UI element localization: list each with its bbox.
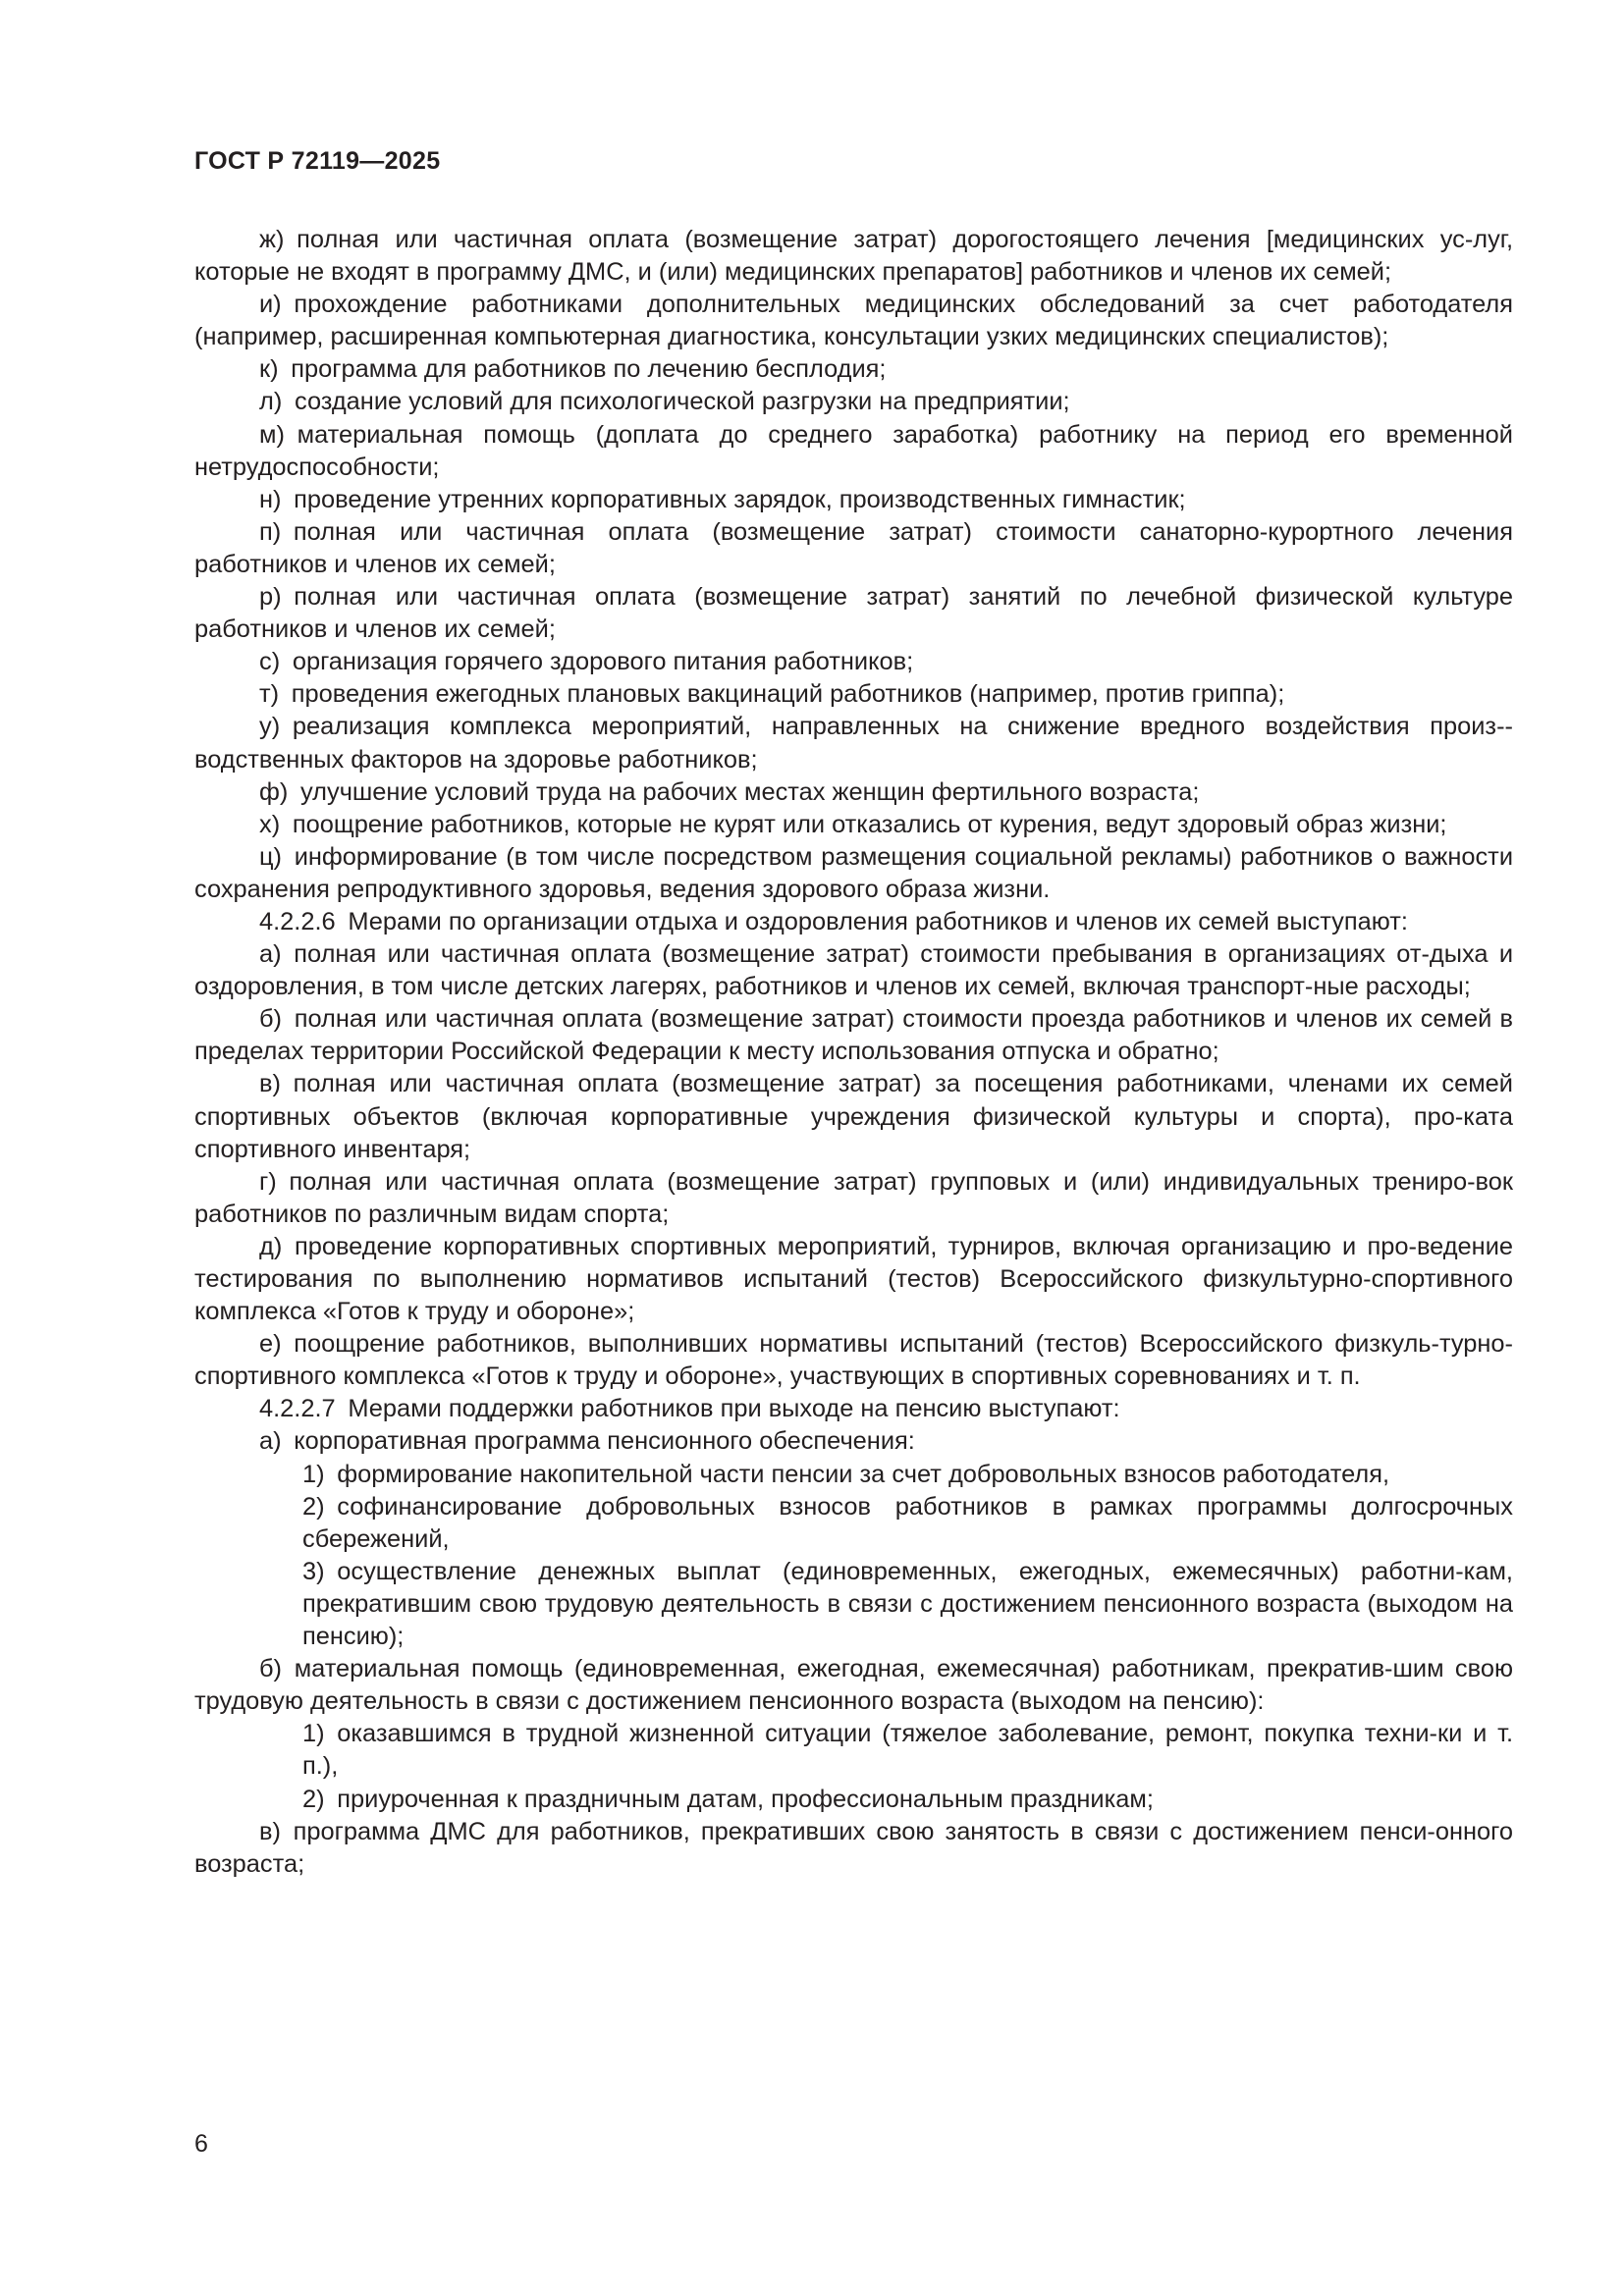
paragraph-e: е) поощрение работников, выполнивших нормативы испытаний (тестов) Всероссийского физкуль-турно-спортивного комплекса «Готов к труду и обороне», участвующих в спортивных соревнованиях и т. п.: [194, 1330, 1513, 1391]
paragraph-zh: ж) полная или частичная оплата (возмещение затрат) дорогостоящего лечения [медицинских ус-луг, которые не входят в программу ДМС, и (или) медицинских препаратов] работников и членов их семей;: [194, 226, 1513, 287]
paragraph-kh: х) поощрение работников, которые не курят или отказались от курения, ведут здоровый образ жизни;: [259, 810, 1447, 838]
paragraph-f: ф) улучшение условий труда на рабочих местах женщин фертильного возраста;: [259, 777, 1200, 806]
section-4-2-2-6: 4.2.2.6 Мерами по организации отдыха и оздоровления работников и членов их семей выступают:: [259, 907, 1408, 935]
page-number: 6: [194, 2130, 208, 2158]
paragraph-s: с) организация горячего здорового питания работников;: [259, 648, 914, 676]
paragraph-g: г) полная или частичная оплата (возмещение затрат) групповых и (или) индивидуальных трениро-вок работников по различным видам спорта;: [194, 1167, 1513, 1228]
paragraph-a-pension: а) корпоративная программа пенсионного обеспечения:: [259, 1427, 915, 1456]
section-4-2-2-7: 4.2.2.7 Мерами поддержки работников при выходе на пенсию выступают:: [259, 1395, 1120, 1423]
paragraph-v: в) полная или частичная оплата (возмещение затрат) за посещения работниками, членами их семей спортивных объектов (включая корпоративные учреждения физической культуры и спорта), про-ката спортивного инвентаря;: [194, 1070, 1513, 1163]
paragraph-k: к) программа для работников по лечению бесплодия;: [259, 355, 887, 384]
paragraph-u: у) реализация комплекса мероприятий, направленных на снижение вредного воздействия произ-водственных факторов на здоровье работников;: [194, 713, 1513, 774]
paragraph-a: а) полная или частичная оплата (возмещение затрат) стоимости пребывания в организациях от-дыха и оздоровления, в том числе детских лагерях, работников и членов их семей, включая транспорт-ные расходы;: [194, 940, 1513, 1001]
subitem-b-2: 2) приуроченная к праздничным датам, профессиональным праздникам;: [302, 1785, 1154, 1813]
paragraph-d: д) проведение корпоративных спортивных мероприятий, турниров, включая организацию и про-ведение тестирования по выполнению нормативов испытаний (тестов) Всероссийского физкультурно-спортивного комплекса «Готов к труду и обороне»;: [194, 1232, 1513, 1326]
paragraph-t: т) проведения ежегодных плановых вакцинаций работников (например, против гриппа);: [259, 680, 1285, 709]
paragraph-i: и) прохождение работниками дополнительных медицинских обследований за счет работодателя (например, расширенная компьютерная диагностика, консультации узких медицинских специалистов);: [194, 291, 1513, 351]
paragraph-l: л) создание условий для психологической разгрузки на предприятии;: [259, 388, 1070, 416]
subitem-b-1: 1) оказавшимся в трудной жизненной ситуации (тяжелое заболевание, ремонт, покупка техни-ки и т. п.),: [302, 1720, 1513, 1781]
paragraph-n: н) проведение утренних корпоративных зарядок, производственных гимнастик;: [259, 485, 1186, 513]
subitem-a-2: 2) софинансирование добровольных взносов работников в рамках программы долгосрочных сбережений,: [302, 1492, 1513, 1553]
document-header: ГОСТ Р 72119—2025: [194, 147, 441, 175]
subitem-a-1: 1) формирование накопительной части пенсии за счет добровольных взносов работодателя,: [302, 1460, 1390, 1488]
paragraph-b-pension: б) материальная помощь (единовременная, ежегодная, ежемесячная) работникам, прекратив-шим свою трудовую деятельность в связи с достижением пенсионного возраста (выходом на пенсию):: [194, 1655, 1513, 1716]
paragraph-v-pension: в) программа ДМС для работников, прекративших свою занятость в связи с достижением пенси-онного возраста;: [194, 1817, 1513, 1878]
paragraph-ts: ц) информирование (в том числе посредством размещения социальной рекламы) работников о важности сохранения репродуктивного здоровья, ведения здорового образа жизни.: [194, 842, 1513, 903]
document-body: [194, 224, 1513, 1881]
paragraph-r: р) полная или частичная оплата (возмещение затрат) занятий по лечебной физической культуре работников и членов их семей;: [194, 583, 1513, 644]
paragraph-b: б) полная или частичная оплата (возмещение затрат) стоимости проезда работников и членов их семей в пределах территории Российской Федерации к месту использования отпуска и обратно;: [194, 1005, 1513, 1066]
paragraph-p: п) полная или частичная оплата (возмещение затрат) стоимости санаторно-курортного лечения работников и членов их семей;: [194, 517, 1513, 578]
subitem-a-3: 3) осуществление денежных выплат (единовременных, ежегодных, ежемесячных) работни-кам, прекратившим свою трудовую деятельность в связи с достижением пенсионного возраста (выходом на пенсию);: [302, 1557, 1513, 1651]
paragraph-m: м) материальная помощь (доплата до среднего заработка) работнику на период его временной нетрудоспособности;: [194, 420, 1513, 481]
